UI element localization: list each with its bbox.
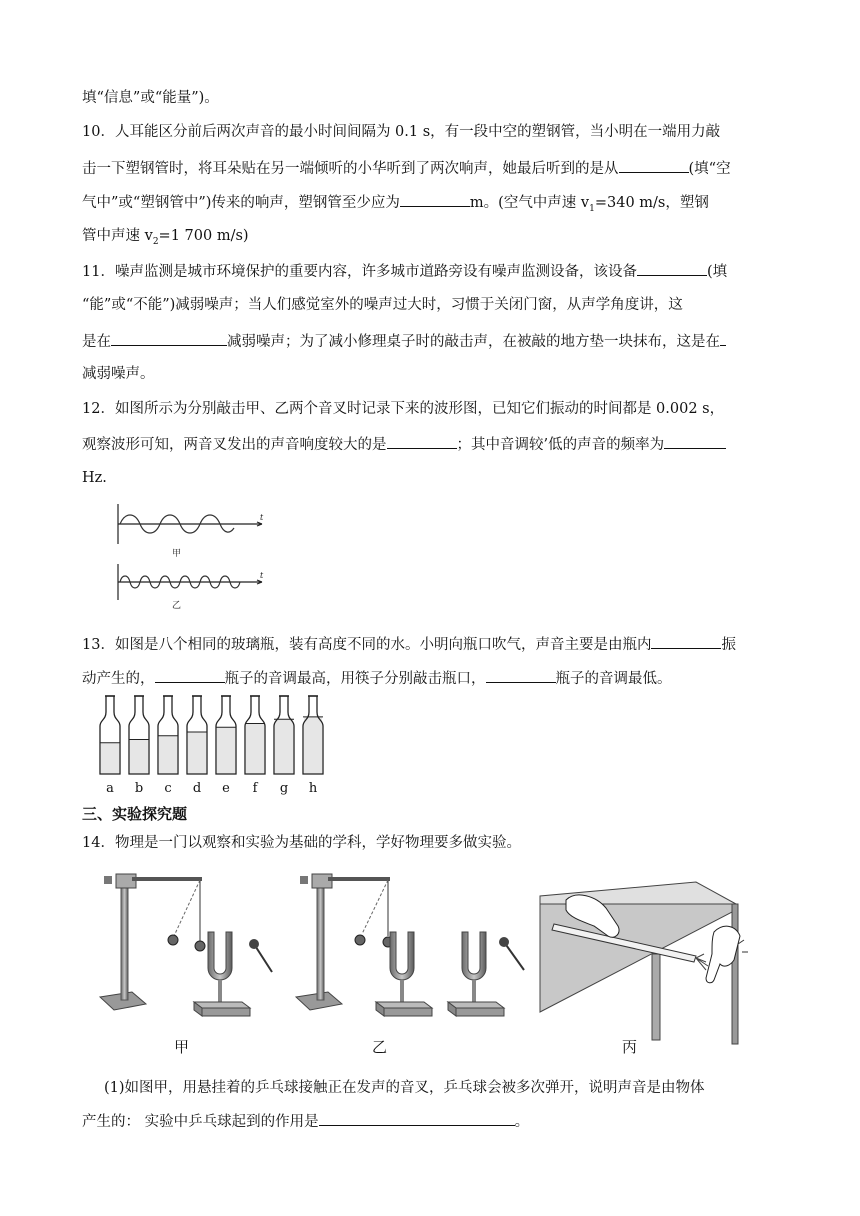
answer-blank[interactable]	[651, 633, 721, 649]
bottle-b	[129, 696, 149, 796]
bottle-label: e	[222, 781, 230, 796]
text-line: 观察波形可知，两音叉发出的声音响度较大的是 ；其中音调较’低的声音的频率为	[82, 433, 782, 455]
answer-blank[interactable]	[720, 330, 726, 346]
setup-yi	[296, 874, 524, 1016]
question-10: 10．人耳能区分前后两次声音的最小时间间隔为 0.1 s，有一段中空的塑钢管，当小明在一端用力敲	[82, 124, 721, 140]
text-line: 产生的： 实验中乒乓球起到的作用是 。	[82, 1110, 782, 1132]
water-h	[304, 717, 322, 774]
question-13: 13．如图是八个相同的玻璃瓶，装有高度不同的水。小明向瓶口吹气，声音主要是由瓶内 振	[82, 633, 782, 655]
wave-axis-t-top: t	[260, 513, 264, 522]
figure-label-bing: 丙	[622, 1038, 638, 1056]
setup-jia	[100, 874, 272, 1016]
experiment-figure	[96, 862, 776, 1062]
bottles-figure	[96, 692, 336, 796]
text-line: 减弱噪声。	[82, 366, 155, 382]
bottle-label: d	[192, 781, 202, 796]
figure-label-jia: 甲	[174, 1038, 190, 1056]
text-line: “能”或“不能”)减弱噪声；当人们感觉室外的噪声过大时，习惯于关闭门窗，从声学角度讲，这	[82, 297, 683, 313]
answer-blank[interactable]	[319, 1110, 515, 1126]
answer-blank[interactable]	[664, 433, 726, 449]
text-line: 填“信息”或“能量”)。	[82, 90, 219, 106]
answer-blank[interactable]	[619, 157, 689, 173]
text-line: 是在 减弱噪声；为了减小修理桌子时的敲击声，在被敲的地方垫一块抹布，这是在	[82, 330, 782, 352]
answer-blank[interactable]	[111, 330, 227, 346]
wave-label-yi: 乙	[172, 601, 182, 610]
bottle-f	[245, 696, 265, 796]
text-line: 气中”或“塑钢管中”)传来的响声，塑钢管至少应为 m。(空气中声速 $v_1=340$ m/s，塑钢	[82, 191, 782, 219]
bottle-h	[303, 696, 323, 796]
bottle-label: h	[308, 781, 318, 796]
water-f	[246, 723, 264, 774]
bottle-g	[274, 696, 294, 796]
answer-blank[interactable]	[400, 191, 470, 207]
question-12: 12．如图所示为分别敲击甲、乙两个音叉时记录下来的波形图，已知它们振动的时间都是 0.002 s，	[82, 401, 725, 417]
answer-blank[interactable]	[387, 433, 457, 449]
water-a	[101, 743, 119, 774]
answer-blank[interactable]	[637, 260, 707, 276]
setup-bing	[540, 882, 748, 1044]
bottle-e	[216, 696, 236, 796]
bottle-label: c	[164, 781, 172, 796]
water-c	[159, 736, 177, 774]
bottle-label: a	[106, 781, 114, 796]
text-line: 击一下塑钢管时，将耳朵贴在另一端倾听的小华听到了两次响声，她最后听到的是从 (填“空	[82, 157, 782, 179]
waveform-figure	[108, 500, 268, 610]
water-g	[275, 719, 293, 774]
wave-axis-t-bottom: t	[260, 571, 264, 580]
water-d	[188, 732, 206, 774]
figure-label-yi: 乙	[372, 1038, 388, 1056]
bottle-c	[158, 696, 178, 796]
answer-blank[interactable]	[155, 667, 225, 683]
answer-blank[interactable]	[486, 667, 556, 683]
question-14: 14．物理是一门以观察和实验为基础的学科，学好物理要多做实验。	[82, 835, 521, 851]
text-line: Hz.	[82, 470, 107, 486]
section-heading: 三、实验探究题	[82, 805, 188, 823]
water-e	[217, 727, 235, 774]
question-11: 11．噪声监测是城市环境保护的重要内容，许多城市道路旁设有噪声监测设备，该设备 (填	[82, 260, 782, 282]
text-line: 动产生的， 瓶子的音调最高，用筷子分别敲击瓶口， 瓶子的音调最低。	[82, 667, 782, 689]
bottle-a	[100, 696, 120, 796]
wave-label-jia: 甲	[172, 549, 182, 559]
bottle-label: f	[252, 781, 258, 796]
water-b	[130, 739, 148, 774]
text-line: 管中声速 $v_2=1$ 700 m/s)	[82, 228, 249, 247]
bottle-label: b	[134, 781, 144, 796]
bottle-d	[187, 696, 207, 796]
bottle-label: g	[279, 781, 289, 796]
question-14-part-1: (1)如图甲，用悬挂着的乒乓球接触正在发声的音叉，乒乓球会被多次弹开，说明声音是由物体	[104, 1080, 705, 1096]
